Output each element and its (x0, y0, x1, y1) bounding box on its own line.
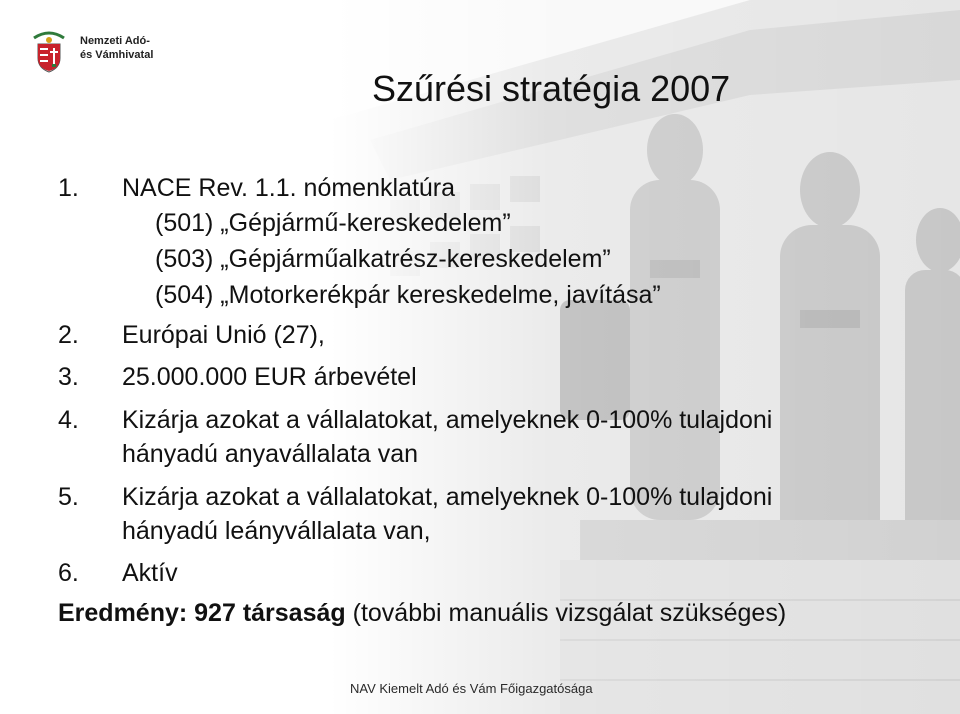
list-item-number: 1. (58, 174, 79, 202)
result-line (58, 598, 786, 628)
coat-of-arms-icon (26, 30, 72, 76)
list-item-text: 25.000.000 EUR árbevétel (122, 363, 417, 391)
list-item-number: 6. (58, 559, 79, 587)
logo-line-1: Nemzeti Adó- (80, 35, 150, 47)
list-item-number: 4. (58, 406, 79, 434)
list-item-number: 2. (58, 321, 79, 349)
list-item-text: hányadú anyavállalata van (122, 440, 419, 468)
list-item-number: 5. (58, 483, 79, 511)
list-item-text: Kizárja azokat a vállalatokat, amelyeknek 0-100% tulajdoni (122, 483, 773, 511)
slide-title: Szűrési stratégia 2007 (372, 68, 731, 109)
list-item-text: NACE Rev. 1.1. nómenklatúra (122, 174, 456, 202)
nav-logo (26, 30, 166, 76)
logo-line-2: és Vámhivatal (80, 49, 154, 61)
list-item-number: 3. (58, 363, 79, 391)
result-label: Eredmény: 927 társaság (58, 599, 346, 627)
result-note: (további manuális vizsgálat szükséges) (345, 599, 787, 627)
list-item-text: hányadú leányvállalata van, (122, 517, 431, 545)
list-item-text: Európai Unió (27), (122, 321, 325, 349)
list-item-text: (501) „Gépjármű-kereskedelem” (155, 209, 511, 237)
list-item-text: Aktív (122, 559, 178, 587)
footer-text: NAV Kiemelt Adó és Vám Főigazgatósága (350, 681, 593, 696)
logo-text (80, 34, 153, 62)
list-item-text: (503) „Gépjárműalkatrész-kereskedelem” (155, 245, 611, 273)
list-item-text: (504) „Motorkerékpár kereskedelme, javítása” (155, 281, 661, 309)
list-item-text: Kizárja azokat a vállalatokat, amelyeknek 0-100% tulajdoni (122, 406, 773, 434)
